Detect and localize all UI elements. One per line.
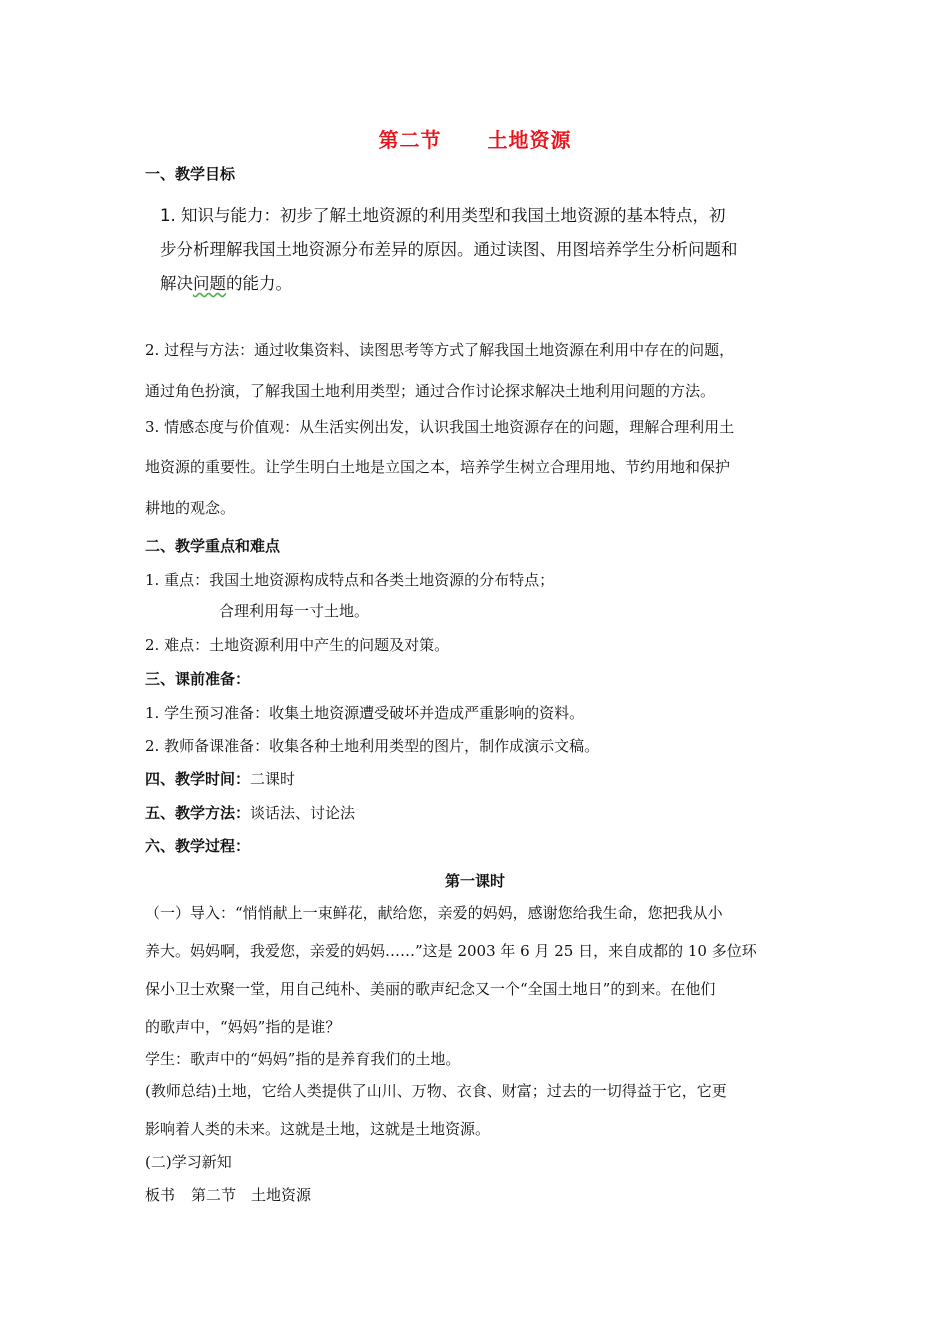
section-5-heading: 五、教学方法： <box>145 804 251 822</box>
section-4 <box>145 769 295 789</box>
title-section-number: 第二节 <box>378 128 442 152</box>
key-point-1-line-2: 合理利用每一寸土地。 <box>219 602 370 620</box>
objective-1-line-3-c: 的能力。 <box>226 274 292 293</box>
student-answer: 学生：歌声中的“妈妈”指的是养育我们的土地。 <box>145 1050 461 1068</box>
objective-1-line-2: 步分析理解我国土地资源分布差异的原因。通过读图、用图培养学生分析问题和 <box>160 240 738 259</box>
objective-2-line-1: 2. 过程与方法：通过收集资料、读图思考等方式了解我国土地资源在利用中存在的问题， <box>145 341 735 359</box>
intro-line-1: （一）导入：“悄悄献上一束鲜花，献给您，亲爱的妈妈，感谢您给我生命，您把我从小 <box>145 904 723 922</box>
intro-line-4: 的歌声中，“妈妈”指的是谁？ <box>145 1018 341 1036</box>
lesson-1-heading: 第一课时 <box>444 872 505 890</box>
section-6-heading: 六、教学过程： <box>145 837 251 855</box>
objective-3-line-3: 耕地的观念。 <box>145 499 236 517</box>
teacher-summary-line-2: 影响着人类的未来。这就是土地，这就是土地资源。 <box>145 1120 491 1138</box>
objective-3-line-1: 3. 情感态度与价值观：从生活实例出发，认识我国土地资源存在的问题，理解合理利用土 <box>145 418 735 436</box>
section-5-value: 谈话法、讨论法 <box>250 804 356 822</box>
objective-1-line-1: 1. 知识与能力：初步了解土地资源的利用类型和我国土地资源的基本特点，初 <box>160 206 726 225</box>
objective-1-line-3-a: 解决 <box>160 274 193 293</box>
objective-3-line-2: 地资源的重要性。让学生明白土地是立国之本，培养学生树立合理用地、节约用地和保护 <box>145 458 731 476</box>
section-2-heading: 二、教学重点和难点 <box>145 537 281 555</box>
section-4-heading: 四、教学时间： <box>145 770 251 788</box>
intro-line-3: 保小卫士欢聚一堂，用自己纯朴、美丽的歌声纪念又一个“全国土地日”的到来。在他们 <box>145 980 716 998</box>
section-3-heading: 三、课前准备： <box>145 670 251 688</box>
title-topic: 土地资源 <box>487 128 572 152</box>
teacher-summary-line-1: (教师总结)土地，它给人类提供了山川、万物、衣食、财富；过去的一切得益于它，它更 <box>145 1082 727 1100</box>
section-5 <box>145 803 355 823</box>
intro-line-2: 养大。妈妈啊，我爱您，亲爱的妈妈……”这是 2003 年 6 月 25 日，来自成都的 10 多位环 <box>145 942 757 960</box>
objective-1-line-3-b: 问题 <box>193 274 226 293</box>
objective-2-line-2: 通过角色扮演，了解我国土地利用类型；通过合作讨论探求解决土地利用问题的方法。 <box>145 382 716 400</box>
board-label: 板书 <box>145 1186 176 1204</box>
board-note <box>145 1185 311 1205</box>
key-point-1-line-1: 1. 重点：我国土地资源构成特点和各类土地资源的分布特点； <box>145 571 555 589</box>
new-knowledge-heading: (二)学习新知 <box>145 1153 232 1171</box>
document-title <box>0 124 950 153</box>
board-value: 第二节 土地资源 <box>191 1186 312 1204</box>
objective-1-line-3 <box>160 274 292 294</box>
key-point-2: 2. 难点：土地资源利用中产生的问题及对策。 <box>145 636 450 654</box>
section-4-value: 二课时 <box>250 770 296 788</box>
preparation-2: 2. 教师备课准备：收集各种土地利用类型的图片，制作成演示文稿。 <box>145 737 600 755</box>
section-1-heading: 一、教学目标 <box>145 165 236 183</box>
preparation-1: 1. 学生预习准备：收集土地资源遭受破坏并造成严重影响的资料。 <box>145 704 585 722</box>
